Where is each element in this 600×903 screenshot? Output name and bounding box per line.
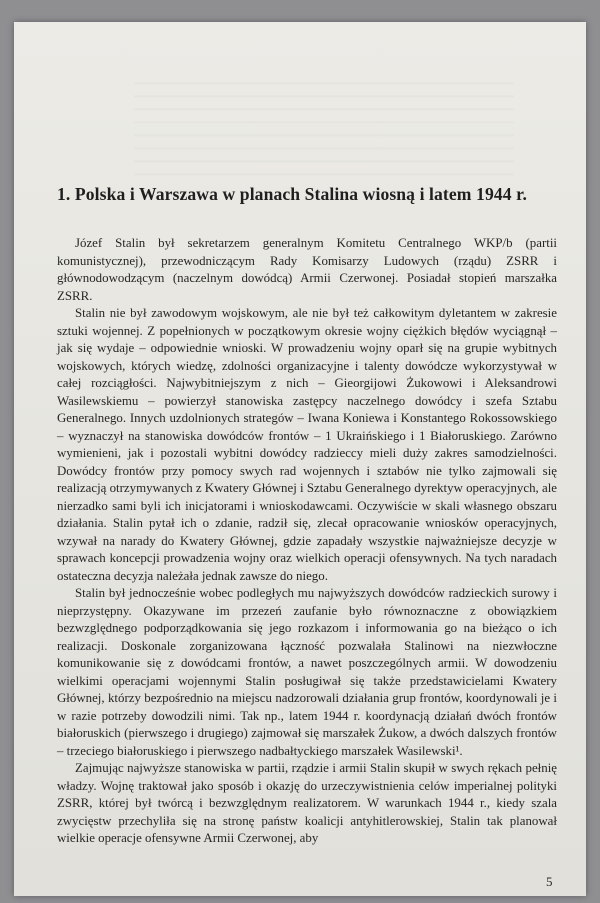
paragraph-2: Stalin nie był zawodowym wojskowym, ale nie był też całkowitym dyletantem w zakresie sztuki wojennej. Z popełnionych w początkowym okresie wojny ciężkich błędów wyciągnął – jak się wydaje – odpowiednie wnioski. W prowadzeniu wojny oparł się na grupie wybitnych wojskowych, których wiedzę, zdolności organizacyjne i talenty dowódcze wykorzystywał w całej rozciągłości. Najwybitniejszym z nich – Gieorgijowi Żukowowi i Aleksandrowi Wasilewskiemu – powierzył stanowiska zastępcy naczelnego dowódcy i szefa Sztabu Generalnego. Innych uzdolnionych strategów – Iwana Koniewa i Konstantego Rokossowskiego – wyznaczył na stanowiska dowódców frontów – 1 Ukraińskiego i 1 Białoruskiego. Zarówno wymienieni, jak i pozostali wybitni dowódcy radzieccy mieli duży zakres samodzielności. Dowódcy frontów przy pomocy swych rad wojennych i sztabów nie tylko zajmowali się realizacją otrzymywanych z Kwatery Głównej i Sztabu Generalnego dyrektyw operacyjnych, ale nierzadko sami byli ich inicjatorami i wnioskodawcami. Oczywiście w skali własnego obszaru działania. Stalin pytał ich o zdanie, radził się, zlecał opracowanie wniosków operacyjnych, wzywał na narady do Kwatery Głównej, gdzie zapadały wszystkie najważniejsze decyzje w sprawach koncepcji prowadzenia wojny oraz wielkich operacji ofensywnych. Na tych naradach ostateczna decyzja należała jednak zawsze do niego. — [57, 306, 558, 583]
paragraph-3: Stalin był jednocześnie wobec podległych mu najwyższych dowódców radzieckich surowy i nieprzystępny. Okazywane im przezeń zaufanie było równoznaczne z obowiązkiem bezwzględnego podporządkowania się jego rozkazom i informowania go na bieżąco o ich realizacji. Doskonale zorganizowana łączność pozwalała Stalinowi na niezwłoczne komunikowanie się z dowódcami frontów, a nawet poszczególnych armii. W dowodzeniu wielkimi operacjami wojennymi Stalin posługiwał się także przedstawicielami Kwatery Głównej, którzy bezpośrednio na miejscu nadzorowali działania grup frontów, koordynowali je i w razie potrzeby dowodzili nimi. Tak np., latem 1944 r. koordynacją działań dwóch frontów białoruskich (pierwszego i drugiego) zajmował się marszałek Żukow, a dwóch dalszych frontów – trzeciego białoruskiego i pierwszego nadbałtyckiego marszałek Wasilewski¹. — [57, 586, 557, 758]
show-through-text — [134, 72, 514, 182]
page-number: 5 — [546, 874, 553, 889]
paragraph-1: Józef Stalin był sekretarzem generalnym Komitetu Centralnego WKP/b (partii komunistycznej), przewodniczącym Rady Komisarzy Ludowych (rządu) ZSRR i głównodowodzącym (naczelnym dowódcą) Armii Czerwonej. Posiadał stopień marszałka ZSRR. — [57, 236, 557, 303]
book-page — [14, 22, 586, 896]
paragraph-4: Zajmując najwyższe stanowiska w partii, rządzie i armii Stalin skupił w swych rękach pełnię władzy. Wojnę traktował jako sposób i okazję do urzeczywistnienia celów imperialnej polityki ZSRR, której był twórcą i bezwzględnym realizatorem. W warunkach 1944 r., kiedy szala zwycięstw przechyliła się na stronę państw koalicji antyhitlerowskiej, Stalin tak planował wielkie operacje ofensywne Armii Czerwonej, aby — [57, 761, 557, 845]
chapter-title: 1. Polska i Warszawa w planach Stalina wiosną i latem 1944 r. — [57, 184, 527, 204]
body-text — [57, 235, 557, 848]
